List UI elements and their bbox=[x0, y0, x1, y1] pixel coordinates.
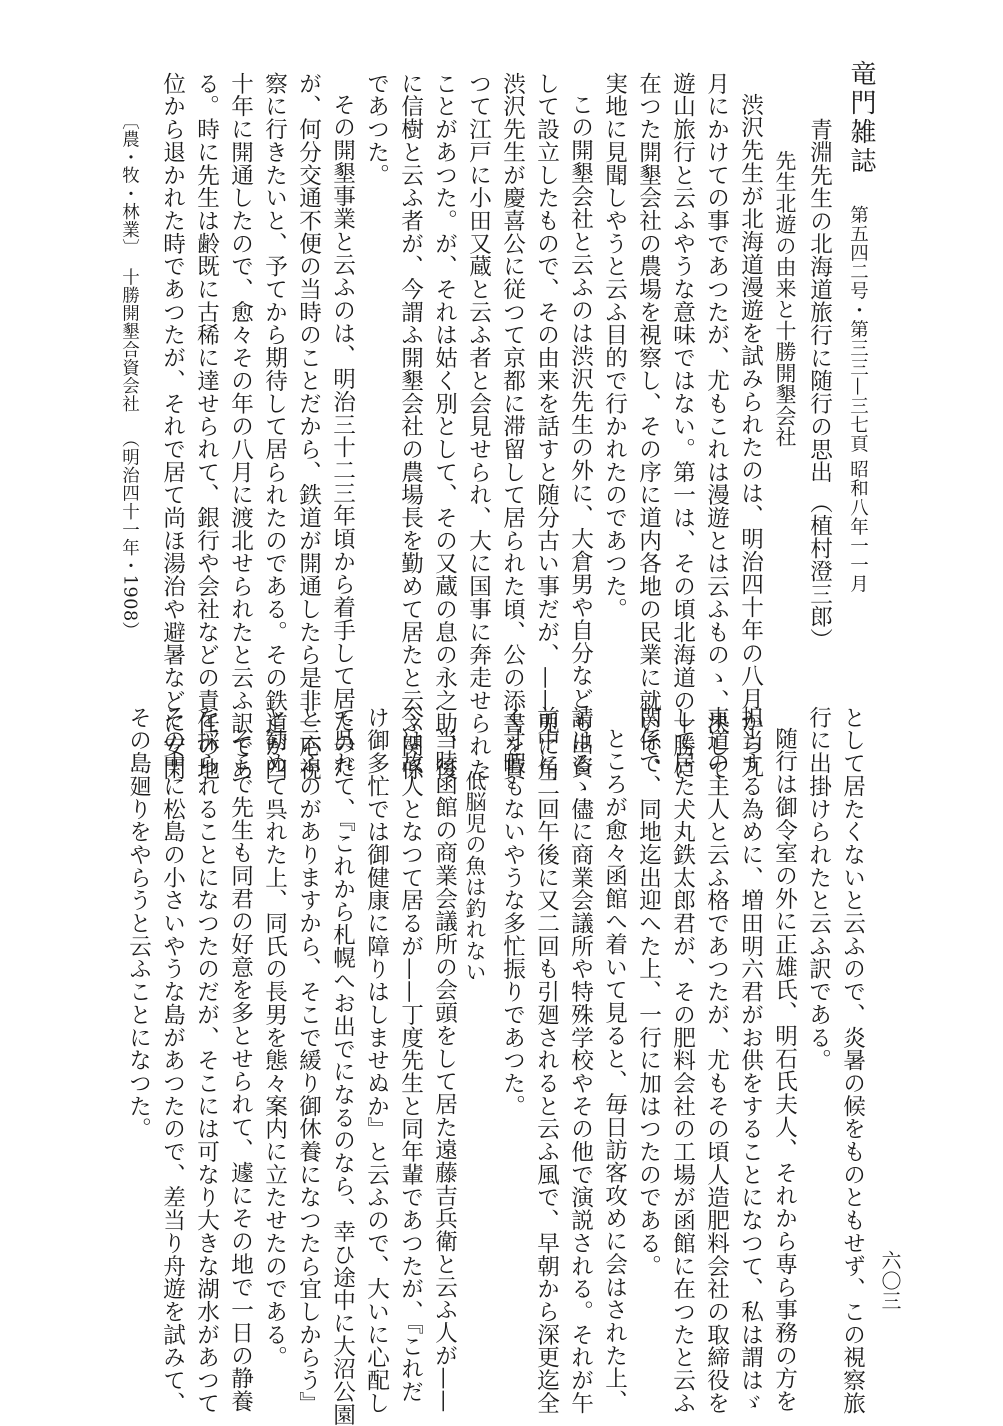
body-top-line: が、何分交通不便の当時のことだから、鉄道が開通したら是非一応視 bbox=[295, 72, 322, 781]
footer-date: （明治四十一年・1908） bbox=[119, 430, 140, 640]
subheading: 低脳児の魚は釣れない bbox=[463, 770, 487, 983]
body-bottom-line: け御多忙では御健康に障りはしませぬか』と云ふので、大いに心配し bbox=[363, 706, 390, 1415]
body-bottom-line: ところが愈々函館へ着いて見ると、毎日訪客攻めに会はされた上、 bbox=[601, 727, 628, 1413]
page-number: 六〇三 bbox=[878, 1250, 902, 1311]
article-title: 青淵先生の北海道旅行に随行の思出 （植村澄三郎） bbox=[806, 118, 833, 651]
body-bottom-line: を採られることになつたのだが、そこには可なり大きな湖水があつて bbox=[193, 706, 220, 1415]
body-bottom-line: 今は故人となつて居るが——丁度先生と同年輩であつたが、『これだ bbox=[397, 706, 424, 1404]
body-bottom-line: そこで先生も同君の好意を多とせられて、遽にその地で一日の静養 bbox=[227, 727, 254, 1413]
company-name: 十勝開墾合資会社 bbox=[119, 268, 140, 413]
issue-info: 第五四二号・第三三—三七頁 昭和八年一一月 bbox=[847, 205, 869, 594]
section-heading: 先生北遊の由来と十勝開墾会社 bbox=[773, 150, 797, 448]
body-bottom-line: と勧めて呉れた上、同氏の長男を態々案内に立たせたのである。 bbox=[261, 706, 288, 1369]
category-label: 〔農・牧・林業〕 bbox=[119, 112, 140, 257]
body-bottom-line: として居たくないと云ふので、炎暑の候をものともせず、この視察旅 bbox=[839, 706, 866, 1415]
body-top-line: る。時に先生は齢既に古稀に達せられて、銀行や会社などの責任の地 bbox=[193, 72, 220, 781]
body-top-line: 察に行きたいと、予てから期待して居られたのである。その鉄道が四 bbox=[261, 72, 288, 781]
body-top-line: 渋沢先生が慶喜公に従つて京都に滞留して居られた頃、公の添書を貰 bbox=[499, 72, 526, 781]
body-top-line: 実地に見聞しやうと云ふ目的で行かれたのであつた。 bbox=[601, 72, 628, 621]
body-bottom-line: 当時函館の商業会議所の会頭をして居た遠藤吉兵衛と云ふ人が—— bbox=[431, 727, 458, 1413]
body-bottom-line: 請はるゝ儘に商業会議所や特殊学校やその他で演説される。それが午 bbox=[567, 706, 594, 1415]
body-top-line: 渋沢先生が北海道漫遊を試みられたのは、明治四十年の八月から九 bbox=[737, 93, 764, 779]
body-top-line: 在つた開墾会社の農場を視察し、その序に道内各地の民業に就いて、 bbox=[635, 72, 662, 781]
body-top-line: その開墾事業と云ふのは、明治三十二三年頃から着手して居たのだ bbox=[329, 93, 356, 779]
body-bottom-line: 行に出掛けられたと云ふ訳である。 bbox=[805, 706, 832, 1072]
body-top-line: 位から退かれた時であつたが、それで居て尚ほ湯治や避暑などに安閑 bbox=[159, 72, 186, 781]
body-top-line: 遊山旅行と云ふやうな意味ではない。第一は、その頃北海道の十勝に bbox=[669, 72, 696, 781]
body-top-line: 十年に開通したので、愈々その年の八月に渡北せられたと云ふ訳であ bbox=[227, 72, 254, 781]
body-bottom-line: と云ふのがありますから、そこで緩り御休養になつたら宜しからう』 bbox=[295, 706, 322, 1415]
body-top-line: 月にかけての事であつたが、尤もこれは漫遊とは云ふものゝ、決して bbox=[703, 72, 730, 781]
body-top-line: に信樹と云ふ者が、今謂ふ開墾会社の農場長を勤めて居たと云ふ関係 bbox=[397, 72, 424, 781]
body-bottom-line: 担当する為めに、増田明六君がお供をすることになつて、私は謂はゞ bbox=[737, 706, 764, 1415]
body-top-line: であつた。 bbox=[363, 72, 390, 187]
body-bottom-line: 随行は御令室の外に正雄氏、明石氏夫人、それから専ら事務の方を bbox=[771, 727, 798, 1413]
body-bottom-line: て呉れて、『これから札幌へお出でになるのなら、幸ひ途中に大沼公園 bbox=[329, 706, 356, 1426]
body-bottom-line: その中に松島の小さいやうな島があつたので、差当り舟遊を試みて、 bbox=[159, 706, 186, 1415]
body-top-line: ことがあつた。が、それは姑く別として、その又蔵の息の永之助、後 bbox=[431, 72, 458, 781]
body-top-line: つて江戸に小田又蔵と云ふ者と会見せられ、大に国事に奔走せられた bbox=[465, 72, 492, 781]
body-bottom-line: 関係で、同地迄出迎へた上、一行に加はつたのである。 bbox=[635, 706, 662, 1278]
body-bottom-line: して居た犬丸鉄太郎君が、その肥料会社の工場が函館に在つたと云ふ bbox=[669, 706, 696, 1415]
journal-title: 竜門雑誌 bbox=[846, 60, 876, 176]
body-top-line: して設立したもので、その由来を話すと随分古い事だが、——兎に角 bbox=[533, 72, 560, 781]
body-bottom-line: その島廻りをやらうと云ふことになつた。 bbox=[125, 706, 152, 1141]
body-top-line: この開墾会社と云ふのは渋沢先生の外に、大倉男や自分なども出資 bbox=[567, 93, 594, 779]
body-bottom-line: 前中に二回午後に又二回も引廻されると云ふ風で、早朝から深更迄全 bbox=[533, 706, 560, 1415]
body-bottom-line: 東道の主人と云ふ格であつたが、尤もその頃人造肥料会社の取締役を bbox=[703, 706, 730, 1415]
body-bottom-line: く寸暇もないやうな多忙振りであつた。 bbox=[499, 706, 526, 1118]
